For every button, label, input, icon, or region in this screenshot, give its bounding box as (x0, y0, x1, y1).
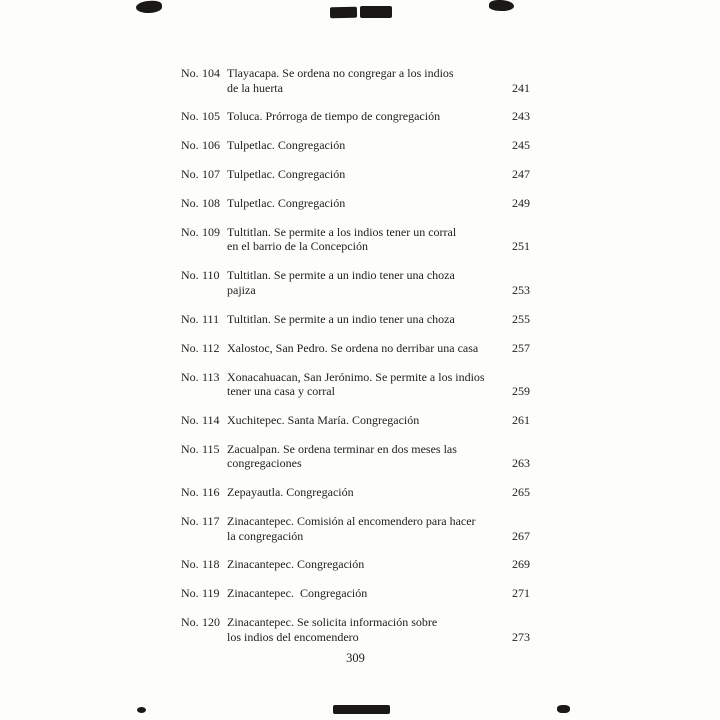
page-footer (181, 651, 530, 666)
toc-entry (181, 66, 530, 95)
entry-label: No. (181, 615, 199, 630)
toc-entry-body (181, 615, 490, 644)
toc-entry-body (181, 370, 490, 399)
entry-page-number: 243 (512, 109, 530, 124)
entry-title (227, 66, 490, 95)
entry-page-number: 261 (512, 412, 530, 427)
entry-label: No. (181, 66, 199, 80)
entry-title-line: Xalostoc, San Pedro. Se ordena no derribar una casa (227, 340, 479, 355)
entry-page-number: 271 (512, 586, 530, 601)
entry-number: 114 (202, 412, 220, 427)
entry-title-line: de la huerta (227, 80, 283, 95)
scan-artifact-bottom-left (137, 707, 146, 713)
scan-artifact-bottom-middle (333, 705, 390, 714)
entry-label: No. (181, 514, 199, 529)
entry-page-number: 259 (512, 384, 530, 399)
scan-artifact-top-middle (360, 6, 392, 18)
entry-title-line: Tlayacapa. Se ordena no congregar a los indios (227, 66, 454, 80)
toc-entry (181, 196, 530, 211)
entry-title-line: Tultitlan. Se permite a un indio tener una choza (227, 311, 455, 326)
entry-title-line: los indios del encomendero (227, 629, 359, 644)
entry-page-number: 269 (512, 557, 530, 572)
entry-page-number: 255 (512, 311, 530, 326)
entry-title-line: Zinacantepec. Congregación (227, 586, 368, 601)
entry-label: No. (181, 311, 199, 326)
toc-entry (181, 586, 530, 601)
entry-title (227, 109, 490, 124)
entry-page-number: 273 (512, 629, 530, 644)
entry-title-line: en el barrio de la Concepción (227, 239, 368, 254)
entry-page-number: 265 (512, 485, 530, 500)
entry-number: 111 (202, 311, 220, 326)
entry-title (227, 268, 490, 297)
entry-title (227, 586, 490, 601)
table-of-contents (181, 66, 530, 659)
entry-title-line: Tultitlan. Se permite a los indios tener un corral (227, 224, 457, 239)
entry-page-number: 245 (512, 138, 530, 153)
entry-number: 107 (202, 167, 220, 182)
entry-title (227, 167, 490, 182)
toc-entry (181, 370, 530, 399)
toc-entry-body (181, 167, 490, 182)
toc-entry-body (181, 586, 490, 601)
toc-entry (181, 341, 530, 356)
entry-page-number: 263 (512, 456, 530, 471)
entry-title (227, 341, 490, 356)
entry-label: No. (181, 224, 199, 239)
entry-label: No. (181, 268, 199, 283)
entry-number: 120 (202, 615, 220, 630)
entry-page-number: 241 (512, 80, 530, 95)
entry-number: 118 (202, 557, 220, 572)
entry-title-line: congregaciones (227, 456, 302, 471)
toc-entry-body (181, 514, 490, 543)
entry-title (227, 370, 490, 399)
scan-artifact-bottom-right (557, 705, 570, 713)
entry-number: 106 (202, 138, 220, 153)
toc-entry-body (181, 138, 490, 153)
entry-number: 117 (202, 514, 220, 529)
folio-page-number: 309 (346, 651, 365, 665)
entry-number: 116 (202, 485, 220, 500)
entry-label: No. (181, 109, 199, 124)
toc-entry-body (181, 442, 490, 471)
toc-entry (181, 615, 530, 644)
toc-entry-body (181, 268, 490, 297)
toc-entry (181, 109, 530, 124)
scan-artifact-top-left (136, 0, 163, 14)
entry-title (227, 312, 490, 327)
toc-entry (181, 442, 530, 471)
entry-page-number: 257 (512, 340, 530, 355)
entry-label: No. (181, 485, 199, 500)
entry-title (227, 442, 490, 471)
toc-entry (181, 138, 530, 153)
toc-entry (181, 413, 530, 428)
entry-title-line: Zinacantepec. Congregación (227, 557, 365, 572)
scan-artifact-top-middle (330, 7, 357, 18)
entry-label: No. (181, 586, 199, 601)
entry-title (227, 196, 490, 211)
entry-title-line: Zepayautla. Congregación (227, 485, 354, 500)
entry-number: 110 (202, 268, 220, 283)
entry-label: No. (181, 441, 199, 456)
toc-entry-body (181, 66, 490, 95)
toc-entry (181, 485, 530, 500)
entry-page-number: 253 (512, 282, 530, 297)
toc-entry-body (181, 109, 490, 124)
entry-number: 115 (202, 441, 220, 456)
entry-title (227, 514, 490, 543)
entry-title (227, 557, 490, 572)
entry-title (227, 615, 490, 644)
entry-title-line: pajiza (227, 282, 256, 297)
entry-page-number: 249 (512, 196, 530, 211)
entry-number: 104 (202, 66, 220, 80)
entry-title (227, 138, 490, 153)
entry-title-line: Zinacantepec. Comisión al encomendero para hacer (227, 514, 476, 529)
entry-title (227, 485, 490, 500)
toc-entry-body (181, 225, 490, 254)
entry-label: No. (181, 557, 199, 572)
entry-label: No. (181, 412, 199, 427)
entry-label: No. (181, 196, 199, 211)
entry-label: No. (181, 167, 199, 182)
toc-entry-body (181, 485, 490, 500)
entry-title-line: Tulpetlac. Congregación (227, 167, 346, 182)
entry-title-line: la congregación (227, 528, 304, 543)
toc-entry-body (181, 196, 490, 211)
toc-entry (181, 268, 530, 297)
entry-number: 105 (202, 109, 220, 124)
entry-page-number: 251 (512, 239, 530, 254)
scan-artifact-top-right (489, 0, 514, 11)
entry-title-line: Xuchitepec. Santa María. Congregación (227, 412, 420, 427)
toc-entry (181, 514, 530, 543)
entry-number: 112 (202, 340, 220, 355)
entry-title-line: Tulpetlac. Congregación (227, 196, 346, 211)
entry-page-number: 267 (512, 528, 530, 543)
entry-number: 109 (202, 224, 220, 239)
toc-entry (181, 312, 530, 327)
toc-entry-body (181, 312, 490, 327)
entry-title-line: Tultitlan. Se permite a un indio tener una choza (227, 268, 455, 283)
entry-label: No. (181, 340, 199, 355)
entry-label: No. (181, 369, 199, 384)
entry-title (227, 413, 490, 428)
entry-title-line: Xonacahuacan, San Jerónimo. Se permite a los indios (227, 369, 485, 384)
entry-label: No. (181, 138, 199, 153)
entry-title-line: Tulpetlac. Congregación (227, 138, 346, 153)
entry-title-line: Toluca. Prórroga de tiempo de congregación (227, 109, 441, 124)
toc-entry (181, 557, 530, 572)
entry-number: 119 (202, 586, 220, 601)
entry-title (227, 225, 490, 254)
entry-title-line: tener una casa y corral (227, 384, 335, 399)
entry-page-number: 247 (512, 167, 530, 182)
toc-entry-body (181, 341, 490, 356)
toc-entry-body (181, 557, 490, 572)
entry-number: 113 (202, 369, 220, 384)
entry-number: 108 (202, 196, 220, 211)
toc-entry (181, 225, 530, 254)
toc-entry (181, 167, 530, 182)
entry-title-line: Zacualpan. Se ordena terminar en dos meses las (227, 441, 457, 456)
toc-entry-body (181, 413, 490, 428)
entry-title-line: Zinacantepec. Se solicita información sobre (227, 615, 438, 630)
